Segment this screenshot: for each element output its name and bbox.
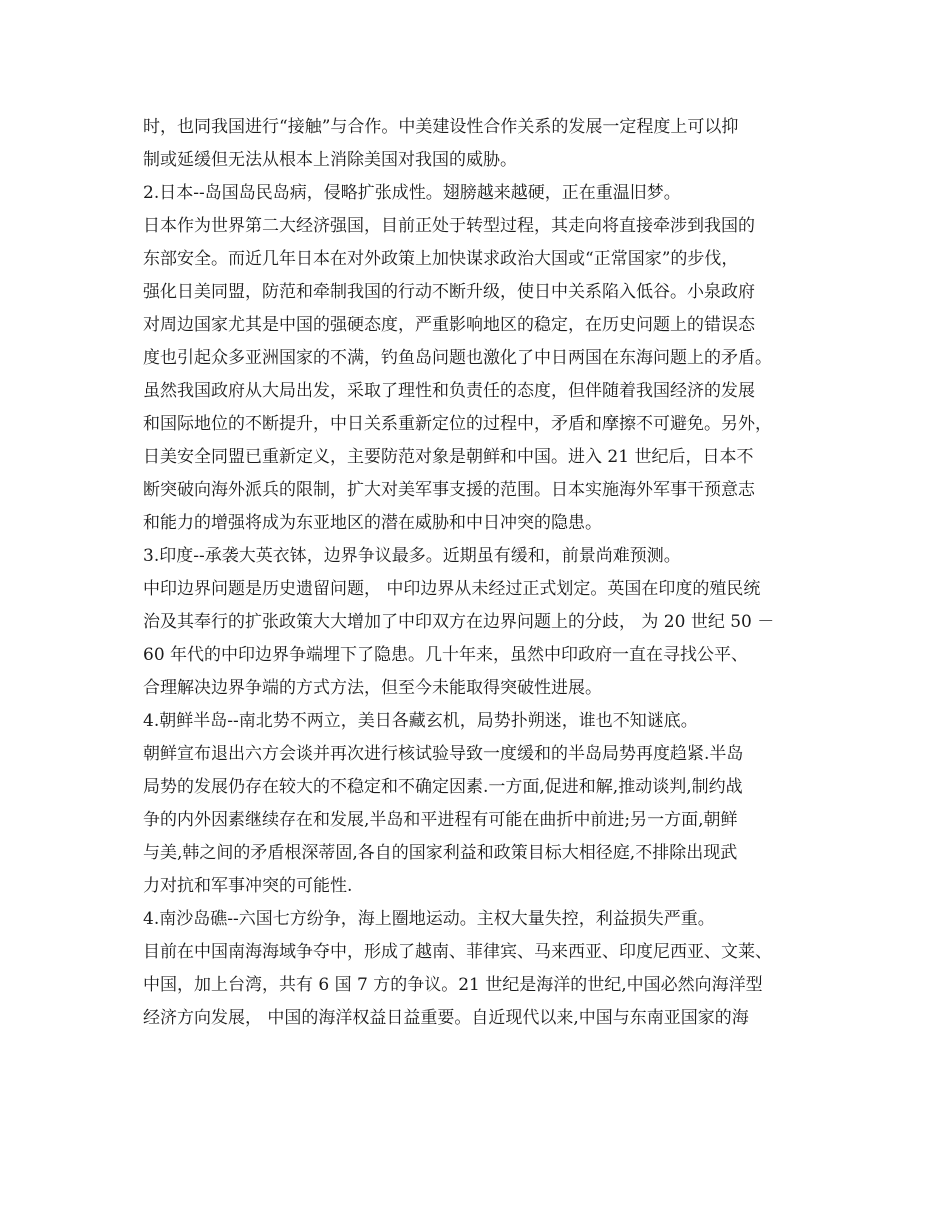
text-line: 断突破向海外派兵的限制，扩大对美军事支援的范围。日本实施海外军事干预意志 [143,480,755,500]
text-line: 对周边国家尤其是中国的强硬态度，严重影响地区的稳定，在历史问题上的错误态 [143,315,755,335]
text-line: 争的内外因素继续存在和发展,半岛和平进程有可能在曲折中前进;另一方面,朝鲜 [143,810,738,830]
text-line: 合理解决边界争端的方式方法，但至今未能取得突破性进展。 [143,678,602,698]
text-line: 与美,韩之间的矛盾根深蒂固,各自的国家利益和政策目标大相径庭,不排除出现武 [143,843,738,863]
text-line: 中印边界问题是历史遗留问题， 中印边界从未经过正式划定。英国在印度的殖民统 [143,579,761,599]
text-line: 力对抗和军事冲突的可能性. [143,876,353,896]
text-line: 度也引起众多亚洲国家的不满，钓鱼岛问题也激化了中日两国在东海问题上的矛盾。 [143,348,772,368]
text-line: 中国，加上台湾，共有 6 国 7 方的争议。21 世纪是海洋的世纪,中国必然向海洋型 [143,975,763,995]
text-line: 日美安全同盟已重新定义，主要防范对象是朝鲜和中国。进入 21 世纪后，日本不 [143,447,754,467]
document-body [143,111,843,1035]
text-line: 经济方向发展， 中国的海洋权益日益重要。自近现代以来,中国与东南亚国家的海 [143,1008,749,1028]
section-heading-india: 3.印度--承袭大英衣钵，边界争议最多。近期虽有缓和，前景尚难预测。 [143,546,681,566]
text-line: 强化日美同盟，防范和牵制我国的行动不断升级，使日中关系陷入低谷。小泉政府 [143,282,755,302]
text-line: 制或延缓但无法从根本上消除美国对我国的威胁。 [143,150,517,170]
text-line: 目前在中国南海海域争夺中，形成了越南、菲律宾、马来西亚、印度尼西亚、文莱、 [143,942,772,962]
section-heading-korea: 4.朝鲜半岛--南北势不两立，美日各藏玄机，局势扑朔迷，谁也不知谜底。 [143,711,698,731]
text-line: 60 年代的中印边界争端埋下了隐患。几十年来，虽然中印政府一直在寻找公平、 [143,645,749,665]
text-line: 和国际地位的不断提升，中日关系重新定位的过程中，矛盾和摩擦不可避免。另外， [143,414,772,434]
text-line: 朝鲜宣布退出六方会谈并再次进行核试验导致一度缓和的半岛局势再度趋紧.半岛 [143,744,744,764]
section-heading-japan: 2.日本--岛国岛民岛病，侵略扩张成性。翅膀越来越硬，正在重温旧梦。 [143,183,681,203]
text-line: 局势的发展仍存在较大的不稳定和不确定因素.一方面,促进和解,推动谈判,制约战 [143,777,743,797]
text-line: 东部安全。而近几年日本在对外政策上加快谋求政治大国或“正常国家”的步伐， [143,249,739,269]
section-heading-nansha: 4.南沙岛礁--六国七方纷争，海上圈地运动。主权大量失控，利益损失严重。 [143,909,715,929]
text-line: 时，也同我国进行“接触”与合作。中美建设性合作关系的发展一定程度上可以抑 [143,117,739,137]
text-line: 治及其奉行的扩张政策大大增加了中印双方在边界问题上的分歧， 为 20 世纪 50 － [143,612,775,632]
text-line: 日本作为世界第二大经济强国，目前正处于转型过程，其走向将直接牵涉到我国的 [143,216,755,236]
text-line: 虽然我国政府从大局出发，采取了理性和负责任的态度，但伴随着我国经济的发展 [143,381,755,401]
text-line: 和能力的增强将成为东亚地区的潜在威胁和中日冲突的隐患。 [143,513,602,533]
